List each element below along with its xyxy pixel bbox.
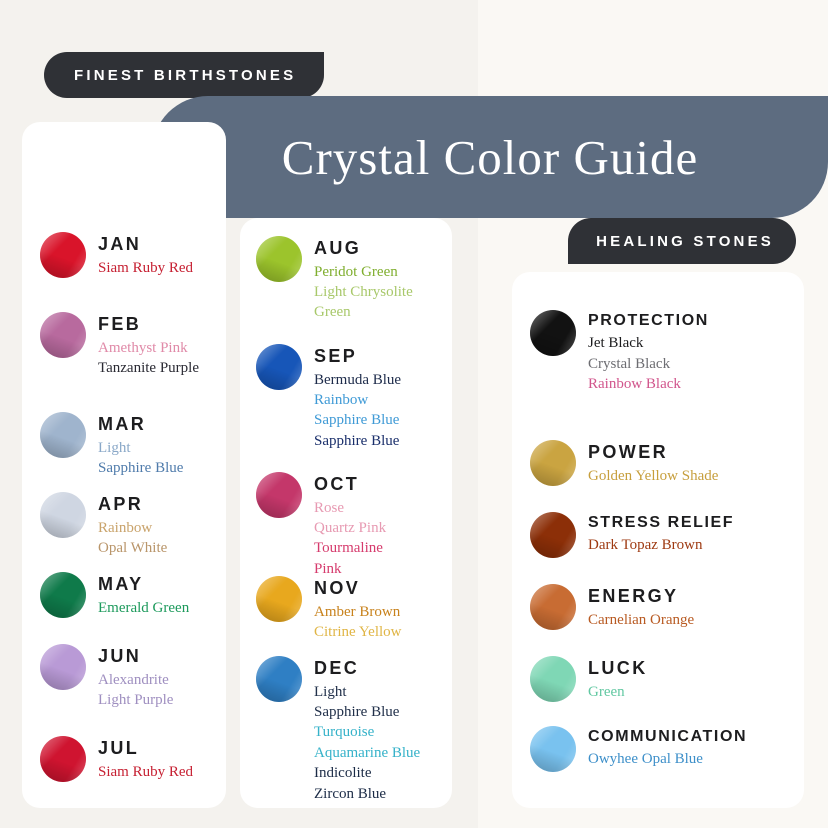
entry-label: STRESS RELIEF	[588, 514, 735, 531]
entry-sublabel: Dark Topaz Brown	[588, 537, 703, 554]
entry-sublabel: Sapphire Blue	[314, 432, 400, 449]
entry-label: APR	[98, 494, 144, 514]
list-item	[530, 512, 734, 558]
gem-icon	[530, 512, 576, 558]
list-item	[40, 644, 173, 710]
gem-icon	[256, 472, 302, 518]
gem-icon	[256, 576, 302, 622]
gem-icon	[40, 412, 86, 458]
entry-sublabel: Aquamarine Blue	[314, 744, 421, 761]
gem-icon	[40, 312, 86, 358]
entry-sublabel: Indicolite	[314, 765, 372, 782]
list-item	[530, 584, 694, 630]
gem-icon	[40, 736, 86, 782]
list-item	[256, 656, 420, 804]
entry-label: POWER	[588, 442, 669, 462]
entry-sublabel: Rainbow Black	[588, 376, 681, 393]
entry-text	[314, 472, 386, 579]
entry-sublabel: Amethyst Pink	[98, 339, 188, 356]
list-item	[256, 472, 386, 579]
column-aug-dec	[240, 218, 452, 808]
entry-text	[98, 312, 199, 378]
list-item	[40, 572, 189, 618]
gem-icon	[530, 310, 576, 356]
gem-icon	[256, 236, 302, 282]
entry-sublabel: Rainbow	[98, 519, 153, 536]
entry-sublabel: Rainbow	[314, 392, 369, 409]
entry-text	[588, 584, 694, 630]
gem-icon	[530, 726, 576, 772]
entry-label: JUL	[98, 738, 140, 758]
entry-label: DEC	[314, 658, 360, 678]
list-item	[256, 344, 401, 451]
gem-icon	[256, 344, 302, 390]
entry-text	[98, 736, 193, 782]
gem-icon	[40, 492, 86, 538]
list-item	[530, 656, 648, 702]
card-birthstones-aug-dec	[240, 218, 452, 808]
entry-sublabel: Golden Yellow Shade	[588, 467, 719, 484]
entry-text	[98, 232, 193, 278]
title-banner	[152, 96, 828, 218]
entry-sublabel: Pink	[314, 560, 342, 577]
entry-text	[314, 656, 420, 804]
entry-sublabel: Rose	[314, 499, 344, 516]
entry-sublabel: Sapphire Blue	[314, 412, 400, 429]
entry-text	[314, 236, 413, 323]
list-item	[40, 492, 167, 558]
gem-icon	[530, 584, 576, 630]
list-item	[530, 440, 718, 486]
entry-sublabel: Bermuda Blue	[314, 371, 402, 388]
gem-icon	[530, 440, 576, 486]
list-item	[256, 576, 402, 642]
entry-text	[588, 512, 734, 556]
gem-icon	[40, 644, 86, 690]
list-item	[530, 310, 709, 395]
entry-text	[98, 412, 183, 478]
entry-label: OCT	[314, 474, 360, 494]
entry-sublabel: Sapphire Blue	[314, 704, 400, 721]
gem-icon	[530, 656, 576, 702]
entry-text	[588, 310, 709, 395]
entry-sublabel: Light	[98, 439, 131, 456]
entry-text	[588, 440, 718, 486]
entry-sublabel: Opal White	[98, 540, 168, 557]
entry-label: COMMUNICATION	[588, 728, 748, 745]
entry-sublabel: Tourmaline	[314, 540, 383, 557]
entry-sublabel: Crystal Black	[588, 355, 671, 372]
column-healing	[512, 272, 804, 808]
tag-healing-stones-label: HEALING STONES	[596, 232, 774, 250]
entry-sublabel: Amber Brown	[314, 603, 401, 620]
entry-text	[98, 492, 167, 558]
entry-sublabel: Green	[314, 304, 351, 321]
column-jan-jul	[22, 122, 226, 808]
gem-icon	[256, 656, 302, 702]
list-item	[530, 726, 747, 772]
entry-sublabel: Zircon Blue	[314, 785, 387, 802]
gem-icon	[40, 232, 86, 278]
entry-text	[98, 644, 173, 710]
entry-sublabel: Turquoise	[314, 724, 375, 741]
entry-text	[588, 726, 747, 770]
tag-finest-birthstones-label: FINEST BIRTHSTONES	[74, 66, 297, 84]
entry-label: SEP	[314, 346, 358, 366]
entry-sublabel: Tanzanite Purple	[98, 360, 199, 377]
entry-sublabel: Green	[588, 683, 625, 700]
tag-finest-birthstones	[44, 52, 324, 98]
list-item	[40, 736, 193, 782]
page-title: Crystal Color Guide	[281, 129, 699, 185]
entry-label: JUN	[98, 646, 142, 666]
entry-label: LUCK	[588, 658, 648, 678]
entry-sublabel: Siam Ruby Red	[98, 259, 194, 276]
entry-label: NOV	[314, 578, 361, 598]
gem-icon	[40, 572, 86, 618]
entry-sublabel: Siam Ruby Red	[98, 763, 194, 780]
entry-label: MAR	[98, 414, 147, 434]
entry-sublabel: Citrine Yellow	[314, 624, 402, 641]
tag-healing-stones	[568, 218, 796, 264]
entry-sublabel: Light Chrysolite	[314, 284, 413, 301]
entry-label: AUG	[314, 238, 362, 258]
entry-sublabel: Alexandrite	[98, 671, 169, 688]
entry-text	[98, 572, 189, 618]
entry-label: ENERGY	[588, 586, 679, 606]
entry-sublabel: Light	[314, 683, 347, 700]
list-item	[40, 412, 183, 478]
entry-sublabel: Carnelian Orange	[588, 611, 695, 628]
card-healing-stones	[512, 272, 804, 808]
entry-label: JAN	[98, 234, 142, 254]
entry-sublabel: Jet Black	[588, 335, 644, 352]
entry-text	[314, 344, 401, 451]
entry-sublabel: Peridot Green	[314, 263, 398, 280]
entry-sublabel: Owyhee Opal Blue	[588, 751, 703, 768]
list-item	[40, 232, 193, 278]
entry-label: MAY	[98, 574, 144, 594]
list-item	[256, 236, 413, 323]
card-birthstones-jan-jul	[22, 122, 226, 808]
entry-sublabel: Emerald Green	[98, 599, 190, 616]
entry-label: PROTECTION	[588, 312, 709, 329]
entry-sublabel: Sapphire Blue	[98, 460, 184, 477]
list-item	[40, 312, 199, 378]
entry-text	[588, 656, 648, 702]
entry-label: FEB	[98, 314, 142, 334]
entry-sublabel: Light Purple	[98, 692, 174, 709]
entry-sublabel: Quartz Pink	[314, 520, 387, 537]
entry-text	[314, 576, 402, 642]
